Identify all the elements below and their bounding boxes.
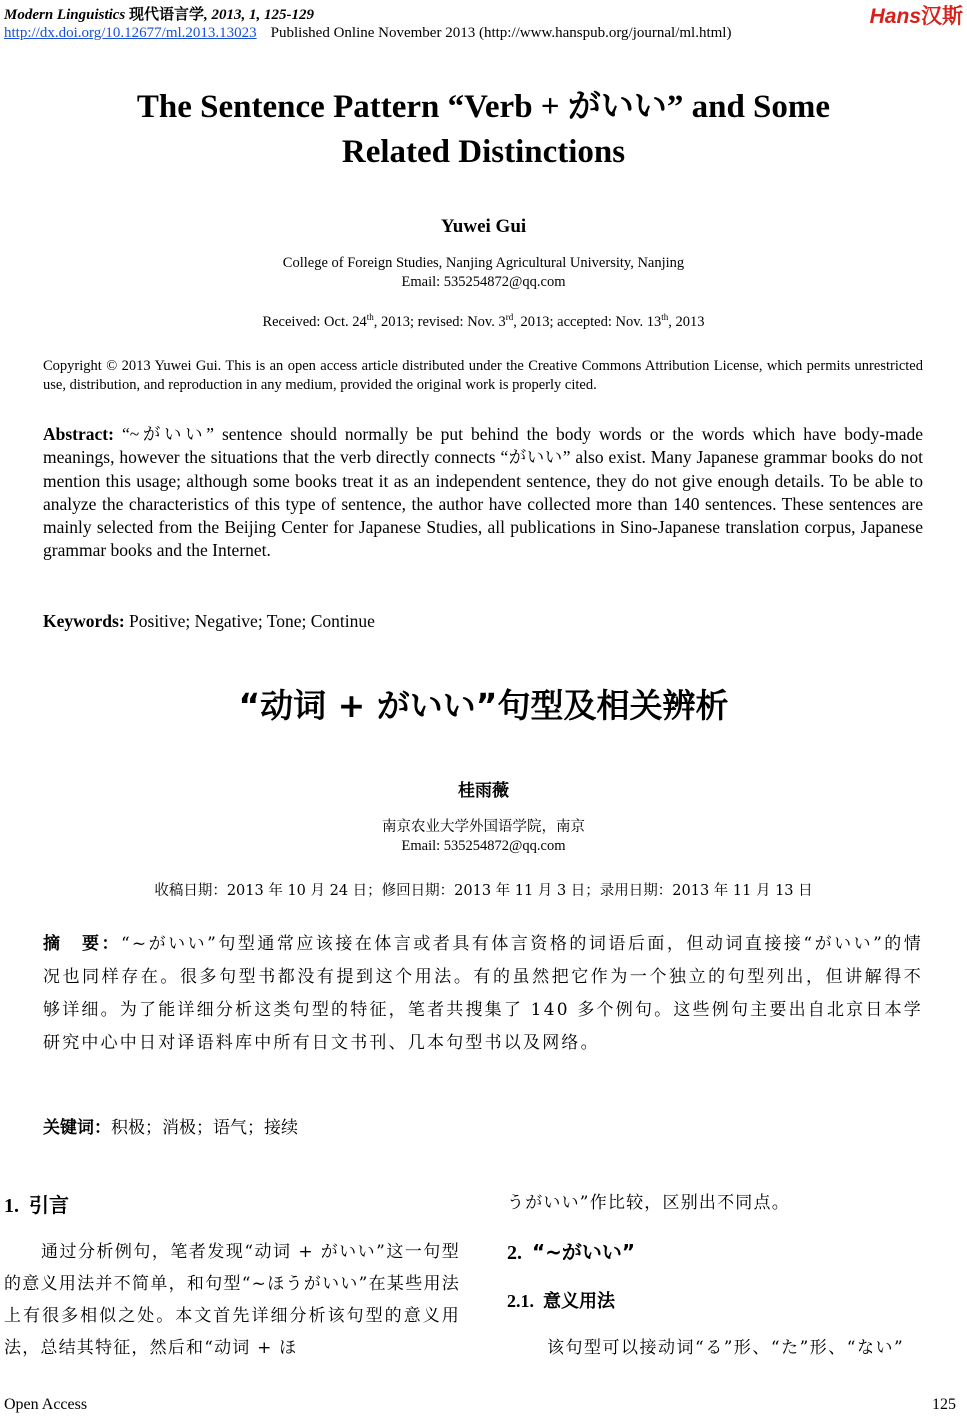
- abstract-cn-text: “~がいい”句型通常应该接在体言或者具有体言资格的词语后面，但动词直接接“がいい”的情况也同样存在。很多句型书都没有提到这个用法。有的虽然把它作为一个独立的句型列出，但讲解得不够详细。为了能详细分析这类句型的特征，笔者共搜集了 140 多个例句。这些例句主要出自北京日本学研究中心中日对译语料库中所有日文书刊、几本句型书以及网络。: [43, 934, 923, 1053]
- affiliation-cn: 南京农业大学外国语学院，南京: [382, 819, 585, 835]
- ordinal-suffix: rd: [505, 312, 514, 323]
- section-title: 意义用法: [543, 1291, 615, 1312]
- abstract-cn-label: 摘 要：: [43, 934, 122, 954]
- journal-header: [4, 3, 314, 24]
- journal-name-cn: 现代语言学: [129, 7, 205, 23]
- keywords-text: Positive; Negative; Tone; Continue: [129, 611, 375, 631]
- publisher-logo: [870, 0, 963, 30]
- section-title: 引言: [29, 1193, 69, 1217]
- section-number: 2.: [507, 1242, 522, 1264]
- paper-title-cn: “动词 + がいい”句型及相关辨析: [238, 686, 729, 725]
- received-date: Received: Oct. 24: [262, 314, 367, 330]
- section-2-1-heading: [507, 1287, 615, 1313]
- paper-title-en: [40, 85, 927, 175]
- copyright-notice: Copyright © 2013 Yuwei Gui. This is an open access article distributed under the Creative Commons Attribution License, which permits unrestricted use, distribution, and reproduction in any medium, provided the original work is properly cited.: [43, 358, 923, 393]
- abstract-cn: [43, 928, 923, 1060]
- keywords-cn: [43, 1113, 298, 1138]
- email-en: Email: 535254872@qq.com: [401, 274, 566, 290]
- footer-open-access: Open Access: [4, 1396, 88, 1413]
- section-number: 1.: [4, 1195, 19, 1217]
- published-online: Published Online November 2013 (http://www.hanspub.org/journal/ml.html): [270, 25, 732, 41]
- ordinal-suffix: th: [661, 312, 669, 323]
- journal-info: , 2013, 1, 125-129: [204, 7, 315, 23]
- journal-name-en: Modern Linguistics: [4, 7, 126, 23]
- title-en-line-1: The Sentence Pattern “Verb + がいい” and Some: [136, 89, 831, 125]
- keywords-en: [43, 611, 923, 632]
- author-en: Yuwei Gui: [440, 216, 527, 237]
- revised-date: , 2013; revised: Nov. 3: [373, 314, 506, 330]
- abstract-text: “~がいい” sentence should normally be put behind the body words or the words which have body-made meanings, however the situations that the verb directly connects “がいい” also exist. Many Japanese grammar books do not mention this usage; although some books treat it as an independent sentence, they do not give enough details. To be able to analyze the characteristics of this type of sentence, the author have collected more than 140 sentences. These sentences are mainly selected from the Beijing Center for Japanese Studies, all publications in Sino-Japanese translation corpus, Japanese grammar books and the Internet.: [43, 424, 924, 561]
- section-2-heading: [507, 1236, 635, 1265]
- keywords-cn-label: 关键词：: [43, 1118, 111, 1138]
- section-2-1-paragraph: 该句型可以接动词“る”形、“た”形、“ない”: [547, 1338, 905, 1358]
- section-title: “~がいい”: [532, 1240, 636, 1264]
- section-1-paragraph: 通过分析例句，笔者发现“动词 + がいい”这一句型的意义用法并不简单，和句型“~ほうがいい”在某些用法上有很多相似之处。本文首先详细分析该句型的意义用法，总结其特征，然后和“动词 + ほ: [4, 1242, 460, 1358]
- section-number: 2.1.: [507, 1291, 534, 1311]
- section-1-heading: [4, 1189, 69, 1218]
- accepted-year: , 2013: [668, 314, 705, 330]
- ordinal-suffix: th: [366, 312, 374, 323]
- logo-text-en: Hans: [869, 5, 921, 28]
- affiliation-en: College of Foreign Studies, Nanjing Agricultural University, Nanjing: [282, 255, 685, 271]
- keywords-label: Keywords:: [43, 611, 125, 631]
- doi-link[interactable]: http://dx.doi.org/10.12677/ml.2013.13023: [4, 25, 257, 41]
- page-number: 125: [932, 1396, 956, 1413]
- accepted-date: , 2013; accepted: Nov. 13: [513, 314, 662, 330]
- abstract-label: Abstract:: [43, 424, 114, 444]
- abstract-en: [43, 423, 923, 563]
- right-column-continuation: うがいい”作比较，区别出不同点。: [507, 1193, 790, 1213]
- logo-text-cn: 汉斯: [921, 5, 963, 28]
- email-cn: Email: 535254872@qq.com: [401, 838, 566, 854]
- author-cn: 桂雨薇: [458, 781, 509, 801]
- dates-cn: 收稿日期：2013 年 10 月 24 日；修回日期：2013 年 11 月 3 日；录用日期：2013 年 11 月 13 日: [154, 883, 813, 899]
- doi-line: [4, 25, 731, 42]
- keywords-cn-text: 积极；消极；语气；接续: [111, 1118, 298, 1138]
- title-en-line-2: Related Distinctions: [341, 134, 626, 170]
- received-dates: [0, 314, 967, 331]
